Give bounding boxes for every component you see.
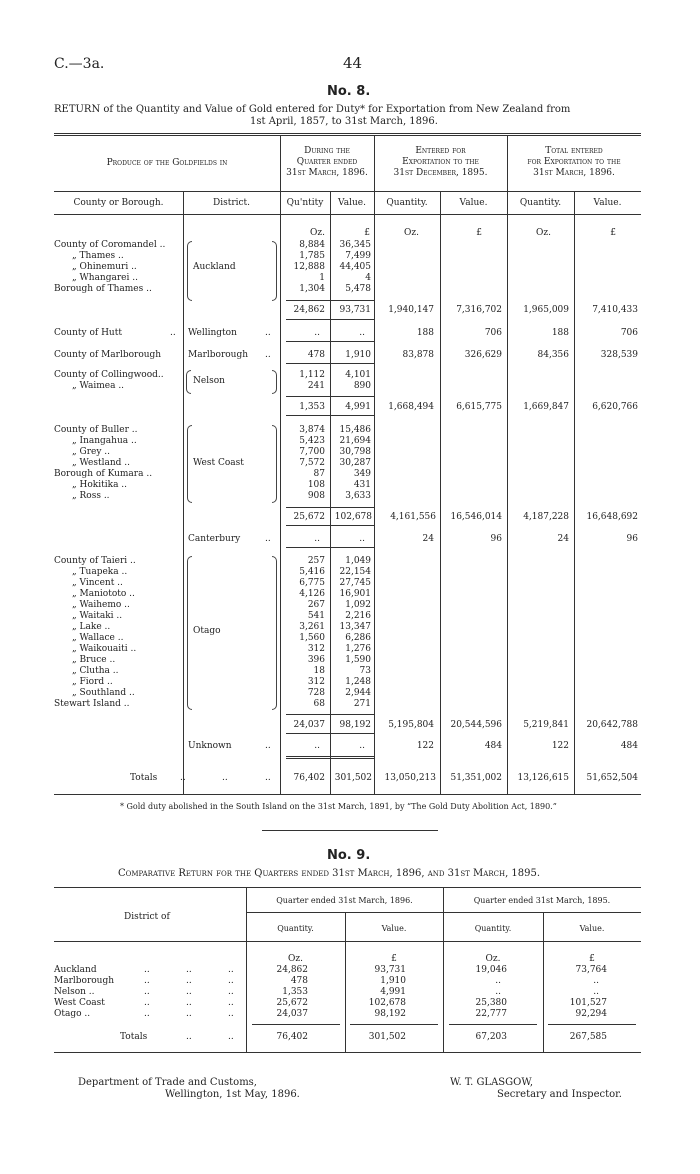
subtotal-rule [286,415,374,416]
entered-value: 6,615,775 [456,402,502,412]
value-cell: 15,486 [339,425,371,435]
place-date-line: Wellington, 1st May, 1896. [165,1089,300,1100]
leader-dots: .. [144,1009,150,1019]
entered-quantity: 188 [416,328,434,338]
quantity-cell: 541 [307,611,325,621]
unit-pound: £ [391,954,397,964]
value-1895: 92,294 [575,1009,607,1019]
total-value: 328,539 [600,350,638,360]
quantity-cell: 68 [313,699,325,709]
entered-quantity: 83,878 [402,350,434,360]
value-cell: 16,901 [339,589,371,599]
value-cell: 21,694 [339,436,371,446]
value-cell: .. [359,328,365,338]
quantity-1896: 478 [290,976,308,986]
quantity-cell: 4,126 [299,589,325,599]
signatory-name: W. T. GLASGOW, [450,1077,534,1088]
totals-value: 301,502 [334,773,372,783]
quantity-cell: 8,884 [299,240,325,250]
subtotal-quantity: 24,862 [293,305,325,315]
value-1896: 1,910 [380,976,406,986]
entered-quantity: 1,940,147 [388,305,434,315]
brace [187,425,192,503]
during-quarter-header: During the Quarter ended 31st March, 1896. [286,146,368,178]
county-name: „ Waimea .. [72,381,125,391]
unit-pound: £ [589,954,595,964]
value-cell: 1,590 [345,655,371,665]
value-cell: 36,345 [339,240,371,250]
leader-dots: .. [228,976,234,986]
district-label: Otago [193,626,221,636]
table-9-bottom-rule [54,1052,641,1053]
county-name: Stewart Island .. [54,699,130,709]
signatory-title: Secretary and Inspector. [497,1089,622,1100]
table-9-top-rule [54,887,641,888]
table-8-subtitle: RETURN of the Quantity and Value of Gold entered for Duty* for Exportation from New Zealand from [54,104,571,115]
county-name: „ Waihemo .. [72,600,130,610]
district-name: Nelson .. [54,987,95,997]
quantity-cell: 5,416 [299,567,325,577]
value-1896: 4,991 [380,987,406,997]
totals-value-1895: 267,585 [569,1032,607,1042]
value-cell: 431 [353,480,371,490]
value-cell: 349 [353,469,371,479]
county-name: „ Ross .. [72,491,110,501]
quantity-cell: 3,261 [299,622,325,632]
quantity-column-header: Qu'ntity [286,198,324,208]
table-8-top-rule [54,133,641,134]
value-cell: 1,092 [345,600,371,610]
totals-entered-quantity: 13,050,213 [384,773,436,783]
total-value: 7,410,433 [592,305,638,315]
county-name: „ Clutha .. [72,666,119,676]
subtotal-value: 93,731 [339,305,371,315]
document-reference: C.—3a. [54,56,105,72]
brace [272,425,277,503]
value-column-header: Value. [381,924,407,933]
table-9-subtitle: Comparative Return for the Quarters ended 31st March, 1896, and 31st March, 1895. [118,868,541,879]
subtotal-rule [286,396,374,397]
total-value: 20,642,788 [586,720,638,730]
quantity-cell: 5,423 [299,436,325,446]
quantity-1896: 25,672 [276,998,308,1008]
quantity-cell: 257 [307,556,325,566]
district-of-header: District of [124,912,170,922]
quantity-cell: 267 [307,600,325,610]
subtotal-quantity: 24,037 [293,720,325,730]
total-quantity: 1,965,009 [523,305,569,315]
subtotal-rule [286,300,374,301]
county-name: County of Marlborough [54,350,162,360]
district-label: Canterbury [188,534,241,544]
quantity-cell: 108 [307,480,325,490]
county-name: „ Wallace .. [72,633,124,643]
table-9-header-rule [54,941,641,942]
row-rule [286,547,374,548]
leader-dots: .. [144,976,150,986]
totals-total-value: 51,652,504 [586,773,638,783]
footnote: * Gold duty abolished in the South Island on the 31st March, 1891, by “The Gold Duty Abolition Act, 1890.” [120,802,557,811]
leader-dots: .. [228,998,234,1008]
quarter-1896-header: Quarter ended 31st March, 1896. [276,896,413,905]
unit-oz: Oz. [404,228,419,238]
subtotal-value: 102,678 [334,512,372,522]
subtotal-rule [286,319,374,320]
leader-dots: .. [144,965,150,975]
quantity-1896: 1,353 [282,987,308,997]
table-8-header-rule [54,191,641,192]
leader-dots: .. [265,350,271,360]
value-1896: 93,731 [374,965,406,975]
subtotal-rule [286,525,374,526]
quantity-cell: 241 [307,381,325,391]
county-name: County of Coromandel .. [54,240,166,250]
entered-value: 706 [484,328,502,338]
entered-quantity: 4,161,556 [390,512,436,522]
total-value: 16,648,692 [586,512,638,522]
total-rule [449,1024,537,1025]
entered-value: 484 [484,741,502,751]
total-value: 706 [620,328,638,338]
county-name: County of Collingwood.. [54,370,164,380]
quantity-cell: 7,700 [299,447,325,457]
county-name: „ Southland .. [72,688,135,698]
brace [272,370,277,394]
county-name: „ Maniototo .. [72,589,135,599]
leader-dots: .. [265,534,271,544]
leader-dots: .. [228,965,234,975]
value-1895: .. [593,976,599,986]
quantity-cell: .. [314,534,320,544]
table-8-subtitle-dates: 1st April, 1857, to 31st March, 1896. [250,116,438,127]
totals-entered-value: 51,351,002 [450,773,502,783]
quantity-1895: 25,380 [475,998,507,1008]
brace [272,241,277,301]
total-quantity: 188 [551,328,569,338]
county-name: „ Hokitika .. [72,480,128,490]
section-divider [262,830,438,831]
value-cell: 1,276 [345,644,371,654]
subtotal-value: 98,192 [339,720,371,730]
leader-dots: .. [186,998,192,1008]
value-cell: 3,633 [345,491,371,501]
quantity-cell: 87 [313,469,325,479]
quantity-cell: 1,785 [299,251,325,261]
value-cell: 6,286 [345,633,371,643]
subtotal-quantity: 1,353 [299,402,325,412]
brace [186,370,191,394]
entered-header: Entered for Exportation to the 31st December, 1895. [393,146,488,178]
district-column-header: District. [212,198,251,208]
value-cell: 73 [359,666,371,676]
entered-value: 7,316,702 [456,305,502,315]
col-divider [183,191,184,794]
totals-label: Totals [120,1032,148,1042]
county-name: „ Westland .. [72,458,130,468]
table-8-title: No. 8. [327,84,371,99]
leader-dots: .. [144,998,150,1008]
value-column-header: Value. [579,924,605,933]
value-cell: 1,910 [345,350,371,360]
quantity-1895: 22,777 [475,1009,507,1019]
leader-dots: .. [265,328,271,338]
col-divider [574,191,575,794]
unit-oz: Oz. [485,954,501,964]
total-entered-header: Total entered for Exportation to the 31st March, 1896. [527,146,621,178]
county-name: „ Fiord .. [72,677,113,687]
value-1895: 73,764 [575,965,607,975]
county-name: County of Buller .. [54,425,138,435]
unit-pound: £ [364,228,370,238]
value-cell: .. [359,741,365,751]
quantity-cell: 12,888 [293,262,325,272]
subtotal-quantity: 25,672 [293,512,325,522]
subtotal-rule [286,714,374,715]
value-column-header: Value. [593,198,622,208]
value-cell: 2,944 [345,688,371,698]
county-name: „ Ohinemuri .. [72,262,137,272]
district-name: Otago .. [54,1009,91,1019]
county-name: „ Vincent .. [72,578,123,588]
quantity-cell: 1,112 [299,370,325,380]
district-name: Auckland [54,965,97,975]
quantity-cell: 478 [307,350,325,360]
leader-dots: .. [265,741,271,751]
row-rule [286,758,374,759]
value-column-header: Value. [338,198,366,208]
total-quantity: 1,669,847 [523,402,569,412]
entered-quantity: 5,195,804 [388,720,434,730]
entered-quantity: 122 [416,741,434,751]
quantity-cell: 18 [313,666,325,676]
total-quantity: 84,356 [537,350,569,360]
quantity-column-header: Quantity. [386,198,428,208]
quantity-cell: .. [314,328,320,338]
value-1896: 102,678 [368,998,406,1008]
row-rule [286,363,374,364]
county-name: Borough of Kumara .. [54,469,153,479]
quantity-cell: 7,572 [299,458,325,468]
total-quantity: 5,219,841 [523,720,569,730]
district-label: Wellington [188,328,237,338]
quantity-cell: .. [314,741,320,751]
total-rule [252,1024,340,1025]
leader-dots: .. [228,1009,234,1019]
leader-dots: .. [228,987,234,997]
value-1895: .. [593,987,599,997]
value-1896: 98,192 [374,1009,406,1019]
totals-quantity-1895: 67,203 [475,1032,507,1042]
entered-value: 20,544,596 [450,720,502,730]
county-column-header: County or Borough. [73,198,164,208]
district-name: Marlborough [54,976,115,986]
page-number: 44 [343,54,363,72]
quarter-1895-header: Quarter ended 31st March, 1895. [473,896,611,905]
totals-quantity-1896: 76,402 [276,1032,308,1042]
leader-dots: .. [180,773,186,783]
total-quantity: 24 [557,534,569,544]
total-quantity: 4,187,228 [523,512,569,522]
total-value: 484 [620,741,638,751]
leader-dots: .. [186,976,192,986]
county-name: „ Waikouaiti .. [72,644,137,654]
brace [187,241,192,301]
totals-quantity: 76,402 [293,773,325,783]
quantity-1895: .. [495,987,501,997]
quantity-1896: 24,862 [276,965,308,975]
value-cell: 1,049 [345,556,371,566]
county-name: „ Grey .. [72,447,111,457]
value-cell: 5,478 [345,284,371,294]
value-cell: 890 [353,381,371,391]
quantity-cell: 312 [307,677,325,687]
leader-dots: .. [144,987,150,997]
table-8-top-rule-double [54,135,641,136]
quantity-cell: 1,304 [299,284,325,294]
brace [187,556,192,710]
county-name: „ Inangahua .. [72,436,137,446]
unit-oz: Oz. [310,228,325,238]
value-cell: 4 [365,273,371,283]
value-cell: 271 [353,699,371,709]
quantity-1895: 19,046 [475,965,507,975]
quantity-cell: 6,775 [299,578,325,588]
value-cell: 13,347 [339,622,371,632]
total-quantity: 122 [551,741,569,751]
entered-value: 326,629 [464,350,502,360]
quantity-cell: 908 [307,491,325,501]
total-value: 96 [626,534,638,544]
district-label: Unknown [188,741,232,751]
district-name: West Coast [54,998,105,1008]
subtotal-rule [286,733,374,734]
quantity-cell: 1 [319,273,325,283]
produce-header: Produce of the Goldfields in [106,158,228,168]
table-8-bottom-rule [54,794,641,795]
total-rule [548,1024,636,1025]
quantity-column-header: Quantity. [277,924,314,933]
county-name: „ Thames .. [72,251,124,261]
county-name: Borough of Thames .. [54,284,152,294]
value-cell: 2,216 [345,611,371,621]
value-cell: 44,405 [339,262,371,272]
leader-dots: .. [222,773,228,783]
county-name: County of Hutt [54,328,122,338]
totals-value-1896: 301,502 [368,1032,406,1042]
leader-dots: .. [186,965,192,975]
quantity-cell: 1,560 [299,633,325,643]
leader-dots: .. [265,773,271,783]
value-cell: 30,798 [339,447,371,457]
county-name: „ Whangarei .. [72,273,138,283]
leader-dots: .. [186,1032,192,1042]
value-1895: 101,527 [569,998,607,1008]
subtotal-rule [286,507,374,508]
quantity-1895: .. [495,976,501,986]
quantity-1896: 24,037 [276,1009,308,1019]
totals-total-quantity: 13,126,615 [517,773,569,783]
district-label: Auckland [193,262,236,272]
value-cell: 7,499 [345,251,371,261]
county-name: „ Tuapeka .. [72,567,128,577]
value-cell: 22,154 [339,567,371,577]
table-9-title: No. 9. [327,848,371,863]
district-label: Nelson [193,376,225,386]
entered-value: 16,546,014 [450,512,502,522]
value-cell: 27,745 [339,578,371,588]
county-name: County of Taieri .. [54,556,136,566]
unit-oz: Oz. [536,228,551,238]
county-name: „ Bruce .. [72,655,116,665]
district-label: Marlborough [188,350,249,360]
unit-pound: £ [610,228,616,238]
entered-quantity: 24 [422,534,434,544]
county-name: „ Waitaki .. [72,611,123,621]
value-column-header: Value. [459,198,488,208]
value-cell: 4,101 [345,370,371,380]
quantity-cell: 396 [307,655,325,665]
leader-dots: .. [228,1032,234,1042]
district-label: West Coast [193,458,244,468]
value-cell: 1,248 [345,677,371,687]
department-line: Department of Trade and Customs, [78,1077,257,1088]
quantity-cell: 3,874 [299,425,325,435]
value-cell: 30,287 [339,458,371,468]
entered-value: 96 [490,534,502,544]
brace [272,556,277,710]
quantity-column-header: Quantity. [519,198,562,208]
subtotal-value: 4,991 [345,402,371,412]
row-rule [286,341,374,342]
unit-oz: Oz. [288,954,303,964]
quantity-column-header: Quantity. [474,924,512,933]
unit-pound: £ [476,228,482,238]
entered-quantity: 1,668,494 [388,402,434,412]
total-value: 6,620,766 [592,402,638,412]
total-rule [350,1024,438,1025]
county-name: „ Lake .. [72,622,111,632]
leader-dots: .. [186,1009,192,1019]
leader-dots: .. [170,328,176,338]
col-divider [440,191,441,794]
table-8-subheader-rule [54,214,641,215]
totals-label: Totals [130,773,158,783]
leader-dots: .. [186,987,192,997]
quantity-cell: 728 [307,688,325,698]
quantity-cell: 312 [307,644,325,654]
row-rule [286,756,374,757]
value-cell: .. [359,534,365,544]
